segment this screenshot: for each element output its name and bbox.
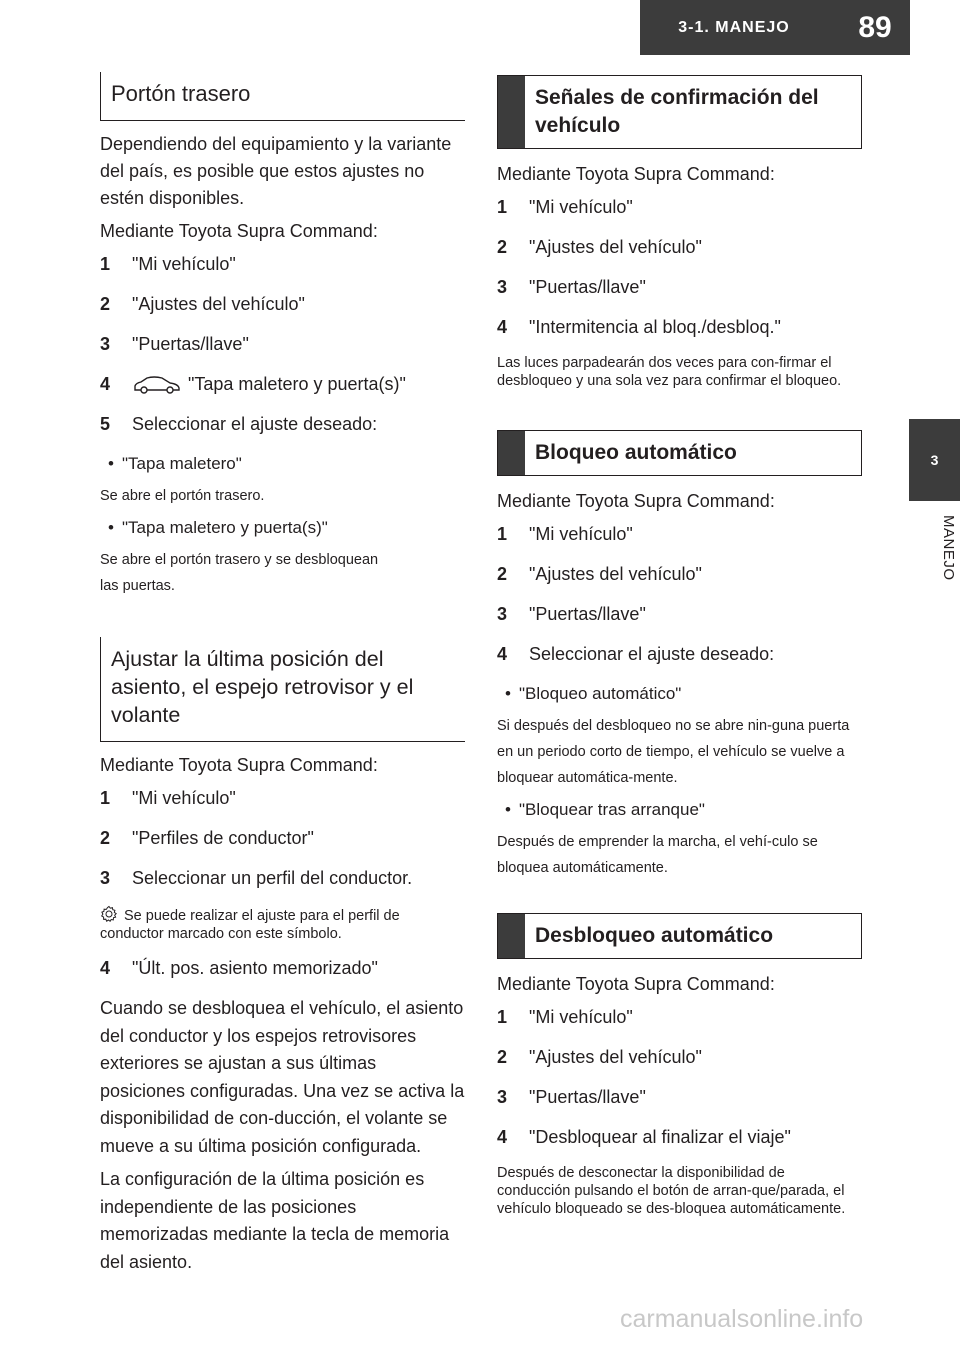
step-number: 1: [497, 524, 508, 544]
step-item: [497, 1004, 862, 1031]
chapter-side-label: MANEJO: [940, 515, 957, 581]
step-number: 1: [497, 197, 508, 217]
step-number: 4: [497, 644, 508, 664]
step-text: "Mi vehículo": [529, 1007, 633, 1027]
step-item: [497, 194, 862, 221]
bullet-item: • "Bloquear tras arranque": [497, 797, 862, 823]
step-text: "Perfiles de conductor": [132, 828, 314, 848]
chapter-title: 3-1. MANEJO: [678, 18, 790, 36]
step-number: 2: [100, 828, 111, 848]
step-item: [100, 251, 465, 278]
via-text: Mediante Toyota Supra Command:: [497, 974, 775, 994]
step-text: Seleccionar un perfil del conductor.: [132, 868, 413, 888]
step-number: 5: [100, 414, 111, 434]
note-text: Se abre el portón trasero.: [100, 488, 265, 504]
note-text: Si después del desbloqueo no se abre nin-guna puerta en un periodo corto de tiempo, el vehículo se vuelve a bloquear automática-mente.: [497, 718, 850, 786]
gear-note-text: Se puede realizar el ajuste para el perfil de conductor marcado con este símbolo.: [100, 908, 400, 942]
step-text: "Desbloquear al finalizar el viaje": [529, 1127, 791, 1147]
bullet-item: • "Tapa maletero y puerta(s)": [100, 515, 465, 541]
step-number: 3: [497, 1087, 508, 1107]
bullet-text: "Bloquear tras arranque": [519, 800, 705, 819]
step-text: "Puertas/llave": [529, 277, 646, 297]
step-number: 3: [497, 277, 508, 297]
paragraph: Cuando se desbloquea el vehículo, el asiento del conductor y los espejos retrovisores exteriores se ajustan a sus últimas posiciones configuradas. Una vez se activa la disponibilidad de con-ducción, el volante se mueve a su última posición configurada.: [100, 998, 465, 1156]
step-text: "Ajustes del vehículo": [529, 564, 702, 584]
step-item: [100, 825, 465, 852]
step-text: "Puertas/llave": [529, 1087, 646, 1107]
step-number: 4: [497, 317, 508, 337]
step-text: Seleccionar el ajuste deseado:: [132, 414, 378, 434]
section-heading-desbloqueo: [497, 913, 862, 959]
step-text: "Mi vehículo": [529, 524, 633, 544]
step-text: Seleccionar el ajuste deseado:: [529, 644, 775, 664]
note-text: Se abre el portón trasero y se desbloquean: [100, 552, 379, 568]
step-text: "Ajustes del vehículo": [529, 1047, 702, 1067]
page-number: 89: [858, 10, 892, 44]
step-text: "Mi vehículo": [529, 197, 633, 217]
step-item: [497, 641, 862, 668]
step-item: [100, 785, 465, 812]
note-text: las puertas.: [100, 578, 175, 594]
step-item: [497, 1044, 862, 1071]
step-item: [497, 1084, 862, 1111]
paragraph: La configuración de la última posición es independiente de las posiciones memorizadas mediante la tecla de memoria del asiento.: [100, 1169, 450, 1272]
step-item: [100, 291, 465, 318]
bullet-text: "Tapa maletero y puerta(s)": [122, 518, 328, 537]
note-text: Después de desconectar la disponibilidad de conducción pulsando el botón de arran-que/parada, el vehículo bloqueado se des-bloquea automáticamente.: [497, 1165, 846, 1217]
step-item: [100, 411, 465, 438]
step-item: [497, 521, 862, 548]
section-heading-bloqueo: [497, 430, 862, 476]
step-item: [497, 561, 862, 588]
section-title: Desbloqueo automático: [535, 924, 774, 947]
right-column: [497, 75, 862, 1224]
section-heading-senales: [497, 75, 862, 149]
step-number: 1: [497, 1007, 508, 1027]
chapter-tab[interactable]: 3: [909, 419, 960, 501]
step-text: "Tapa maletero y puerta(s)": [188, 374, 406, 394]
note-text: Las luces parpadearán dos veces para con-firmar el desbloqueo y una sola vez para confirmar el bloqueo.: [497, 355, 842, 389]
via-text: Mediante Toyota Supra Command:: [100, 755, 378, 775]
step-number: 3: [100, 334, 111, 354]
bullet-item: • "Tapa maletero": [100, 451, 465, 477]
step-number: 2: [497, 1047, 508, 1067]
section-title: Señales de confirmación del vehículo: [535, 86, 819, 137]
step-number: 2: [100, 294, 111, 314]
via-text: Mediante Toyota Supra Command:: [497, 491, 775, 511]
intro-text: Dependiendo del equipamiento y la variante del país, es posible que estos ajustes no estén disponibles.: [100, 134, 452, 208]
step-item: [100, 955, 465, 982]
gear-icon: [100, 905, 118, 923]
step-number: 4: [497, 1127, 508, 1147]
step-text: "Ajustes del vehículo": [132, 294, 305, 314]
gear-note: [100, 905, 465, 943]
step-item: [497, 274, 862, 301]
left-column: [100, 72, 465, 1282]
bullet-text: "Bloqueo automático": [519, 684, 682, 703]
car-icon: [132, 375, 182, 395]
step-item: [100, 865, 465, 892]
via-text: Mediante Toyota Supra Command:: [497, 164, 775, 184]
step-text: "Puertas/llave": [132, 334, 249, 354]
watermark: carmanualsonline.info: [620, 1305, 864, 1333]
step-item: [497, 234, 862, 261]
section-heading-porton: Portón trasero: [100, 72, 465, 121]
step-item: [497, 601, 862, 628]
step-number: 3: [497, 604, 508, 624]
step-number: 2: [497, 564, 508, 584]
step-text: "Mi vehículo": [132, 788, 236, 808]
step-number: 1: [100, 788, 111, 808]
bullet-text: "Tapa maletero": [122, 454, 242, 473]
section-title: Bloqueo automático: [535, 441, 737, 464]
step-item: [497, 1124, 862, 1151]
step-number: 3: [100, 868, 111, 888]
bullet-item: • "Bloqueo automático": [497, 681, 862, 707]
step-number: 4: [100, 374, 111, 394]
step-text: "Intermitencia al bloq./desbloq.": [529, 317, 781, 337]
via-text: Mediante Toyota Supra Command:: [100, 221, 378, 241]
step-number: 1: [100, 254, 111, 274]
step-text-with-icon: [132, 371, 406, 398]
step-number: 2: [497, 237, 508, 257]
step-text: "Puertas/llave": [529, 604, 646, 624]
step-item: [100, 331, 465, 358]
step-text: "Ajustes del vehículo": [529, 237, 702, 257]
step-number: 4: [100, 958, 111, 978]
section-heading-ultima-posicion: Ajustar la última posición del asiento, el espejo retrovisor y el volante: [100, 637, 465, 742]
step-text: "Mi vehículo": [132, 254, 236, 274]
step-text: "Últ. pos. asiento memorizado": [132, 958, 378, 978]
step-item: [100, 371, 465, 398]
step-item: [497, 314, 862, 341]
note-text: Después de emprender la marcha, el vehí-culo se bloquea automáticamente.: [497, 834, 818, 876]
